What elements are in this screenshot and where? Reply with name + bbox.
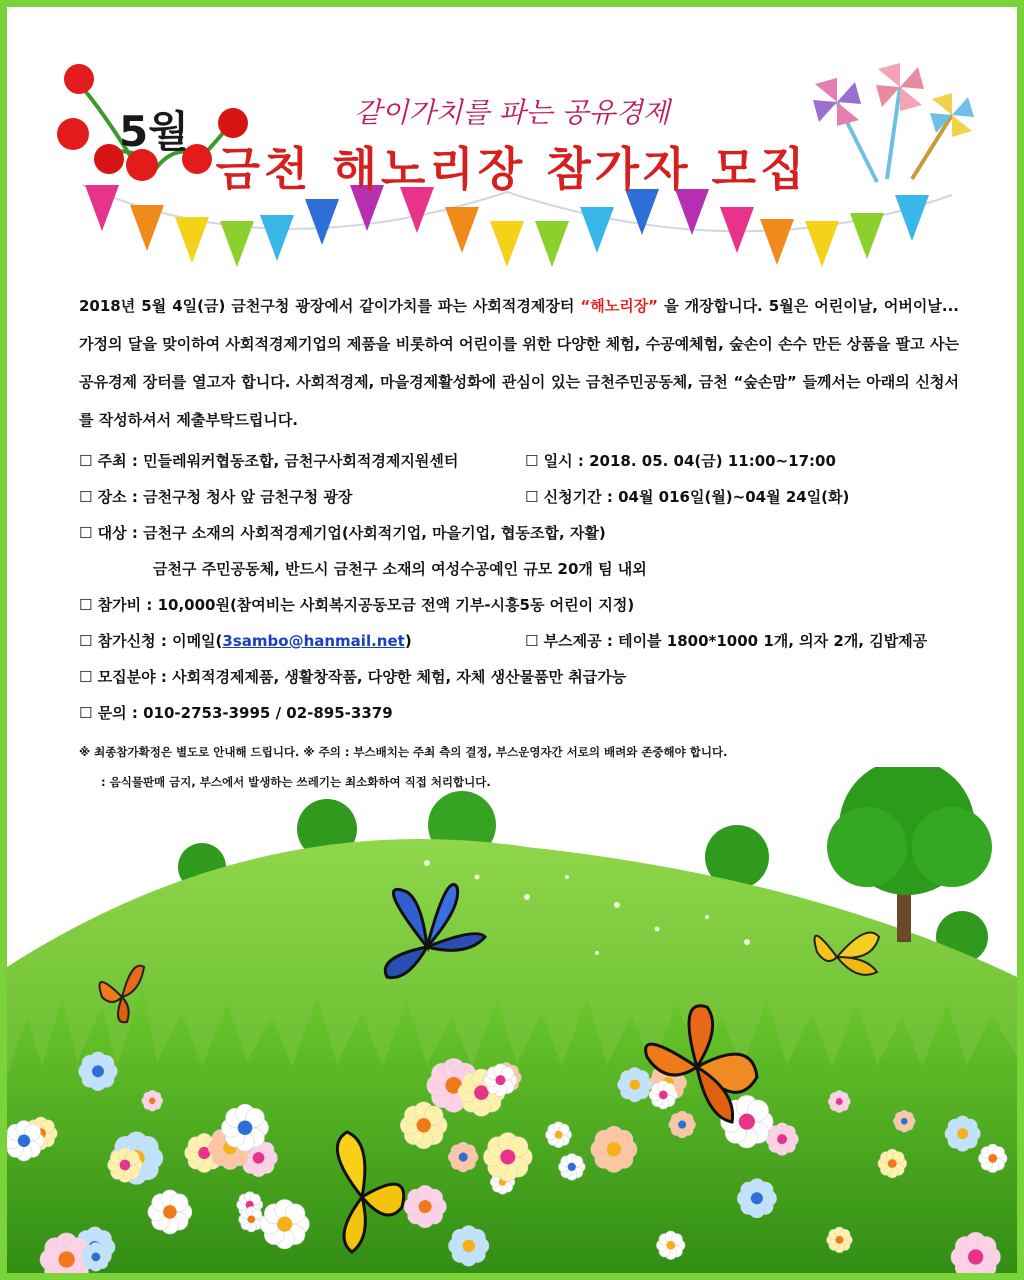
flower	[893, 1110, 915, 1132]
details-row	[79, 587, 969, 623]
month-label: 5월	[119, 107, 189, 156]
flower	[108, 1148, 143, 1183]
details-row	[79, 695, 969, 731]
flower	[656, 1231, 684, 1259]
flower	[449, 1226, 489, 1266]
details-row	[79, 479, 969, 515]
details-row	[79, 551, 969, 587]
flower	[558, 1154, 585, 1181]
contact-item: ☐ 문의 : 010-2753-3995 / 02-895-3379	[79, 704, 393, 722]
details-row	[79, 659, 969, 695]
meadow-scene	[7, 767, 1017, 1280]
flower	[649, 1081, 677, 1109]
flower	[546, 1122, 572, 1148]
bunting-flag	[130, 205, 164, 251]
field-item: ☐ 모집분야 : 사회적경제제품, 생활창작품, 다양한 체험, 자체 생산물품만 취급가능	[79, 668, 627, 686]
flower	[618, 1068, 652, 1102]
fee-item: ☐ 참가비 : 10,000원(참여비는 사회복지공동모금 전액 기부-시흥5동 어린이 지정)	[79, 596, 635, 614]
flower	[148, 1190, 192, 1234]
flower	[239, 1207, 264, 1232]
note-line-2: : 음식물판매 금지, 부스에서 발생하는 쓰레기는 최소화하여 직접 처리합니다.	[101, 775, 491, 789]
host-item: ☐ 주최 : 민들레워커협동조합, 금천구사회적경제지원센터	[79, 452, 459, 470]
date-item: ☐ 일시 : 2018. 05. 04(금) 11:00~17:00	[525, 452, 836, 470]
poster-subtitle: 같이가치를 파는 공유경제	[354, 96, 670, 129]
bunting-flag	[175, 217, 209, 263]
bunting-flag	[580, 207, 614, 253]
bunting-flag	[260, 215, 294, 261]
bunting-flag	[895, 195, 929, 241]
note-line-1: ※ 최종참가확정은 별도로 안내해 드립니다. ※ 주의 : 부스배치는 주최 측의 결정, 부스운영자간 서로의 배려와 존중해야 합니다.	[79, 745, 728, 759]
bunting-flag	[760, 219, 794, 265]
booth-item: ☐ 부스제공 : 테이블 1800*1000 1개, 의자 2개, 김밥제공	[525, 632, 928, 650]
bunting-flag	[535, 221, 569, 267]
details-list	[79, 443, 969, 731]
flower	[404, 1185, 446, 1227]
flower	[669, 1111, 695, 1137]
flower	[7, 1121, 44, 1161]
flower	[142, 1090, 163, 1111]
flower	[260, 1199, 309, 1248]
bunting-flag	[220, 221, 254, 267]
details-row	[79, 515, 969, 551]
intro-text-2: 을 개장합니다. 5월은 어린이날, 어버이날... 가정의 달을 맞이하여 사회적경제기업의 제품을 비롯하여 어린이를 위한 다양한 체험, 수공예체험, 숲손이 손수 만든 상품을 팔고 사는 공유경제 장터를 열고자 합니다. 사회적경제, 마을경제활성화에 관심이 있는 금천주민공동체, 금천 “숲손맘” 들께서는 아래의 신청서를 작성하셔서 제출부탁드립니다.	[79, 297, 959, 429]
intro-text-1: 2018년 5월 4일(금) 금천구청 광장에서 같이가치를 파는 사회적경제장터	[79, 297, 581, 315]
target-item-continued: 금천구 주민공동체, 반드시 금천구 소재의 여성수공예인 규모 20개 팀 내외	[153, 560, 647, 578]
apply-item	[79, 632, 412, 650]
poster-title: 금천 해노리장 참가자 모집	[215, 142, 809, 196]
flower	[79, 1052, 118, 1091]
flower	[448, 1142, 478, 1172]
apply-prefix: ☐ 참가신청 : 이메일(	[79, 632, 223, 650]
flower	[483, 1133, 532, 1182]
bunting-flag	[805, 221, 839, 267]
flower	[591, 1126, 637, 1172]
flower	[978, 1144, 1007, 1173]
flower	[828, 1091, 850, 1113]
bunting-flag	[445, 207, 479, 253]
flower	[737, 1179, 776, 1218]
email-link[interactable]: 3sambo@hanmail.net	[222, 632, 405, 650]
details-row	[79, 443, 969, 479]
flower	[945, 1116, 980, 1151]
intro-paragraph	[79, 287, 959, 439]
apply-suffix: )	[404, 632, 412, 650]
flower	[827, 1227, 853, 1253]
flower	[484, 1064, 517, 1097]
place-item: ☐ 장소 : 금천구청 청사 앞 금천구청 광장	[79, 488, 353, 506]
flower	[400, 1102, 447, 1149]
bunting-flag	[720, 207, 754, 253]
bunting-flag	[305, 199, 339, 245]
target-item: ☐ 대상 : 금천구 소재의 사회적경제기업(사회적기업, 마을기업, 협동조합, 자활)	[79, 524, 606, 542]
flower	[951, 1232, 1000, 1280]
period-item: ☐ 신청기간 : 04월 016일(월)~04월 24일(화)	[525, 488, 850, 506]
flower	[221, 1104, 268, 1151]
bunting-flag	[850, 213, 884, 259]
flower	[878, 1149, 907, 1178]
details-row	[79, 623, 969, 659]
bunting-flag	[490, 221, 524, 267]
flower	[81, 1243, 110, 1272]
market-name-highlight: “해노리장”	[580, 297, 659, 315]
